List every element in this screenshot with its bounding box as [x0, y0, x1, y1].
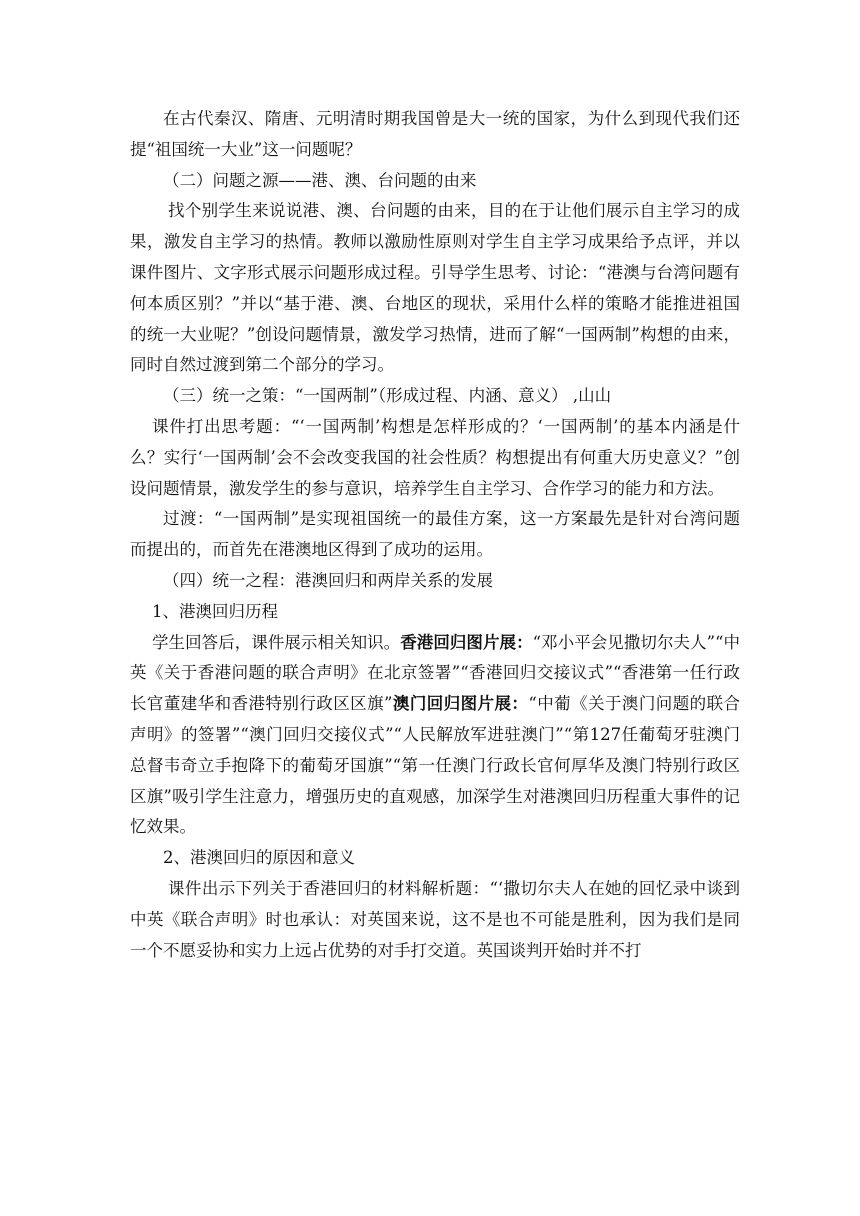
hongkong-gallery-label: 香港回归图片展：	[400, 632, 533, 652]
gallery-text-1: 学生回答后，课件展示相关知识。	[152, 632, 401, 652]
subheading-2: 2、港澳回归的原因和意义	[163, 848, 355, 868]
gallery-text-3: “中葡《关于澳门问题的联合声明》的签署”“澳门回归交接仪式”“人民解放军进驻澳门”“第127任葡萄牙驻澳门总督韦奇立手抱降下的葡萄牙国旗”“第一任澳门行政长官何厚华及澳门特别行政区区旗”吸引学生注意力，增强历史的直观感，加深学生对港澳回归历程重大事件的记忆效果。	[130, 694, 741, 837]
section-heading-2: （二）问题之源——港、澳、台问题的由来	[163, 170, 477, 190]
paragraph-transition: 过渡：“一国两制”是实现祖国统一的最佳方案，这一方案最先是针对台湾问题而提出的，而首先在港澳地区得到了成功的运用。	[130, 509, 740, 560]
paragraph-origin: 找个别学生来说说港、澳、台问题的由来，目的在于让他们展示自主学习的成果，激发自主学习的热情。教师以激励性原则对学生自主学习成果给予点评，并以课件图片、文字形式展示问题形成过程。引导学生思考、讨论：“港澳与台湾问题有何本质区别？”并以“基于港、澳、台地区的现状，采用什么样的策略才能推进祖国的统一大业呢？”创设问题情景，激发学习热情，进而了解“一国两制”构想的由来，同时自然过渡到第二个部分的学习。	[130, 201, 740, 375]
document-body	[130, 104, 740, 966]
gallery-text-2: “邓小平会见撒切尔夫人”“中英《关于香港问题的联合声明》在北京签署”“香港回归交接议式”“香港第一任行政长官董建华和香港特别行政区区旗”	[130, 632, 741, 714]
paragraph-intro-question: 在古代秦汉、隋唐、元明清时期我国曾是大一统的国家，为什么到现代我们还提“祖国统一大业”这一问题呢？	[130, 109, 740, 159]
paragraph-courseware-questions: 课件打出思考题：“‘一国两制’构想是怎样形成的？‘一国两制’的基本内涵是什么？实行‘一国两制’会不会改变我国的社会性质？构想提出有何重大历史意义？”创设问题情景，激发学生的参与意识，培养学生自主学习、合作学习的能力和方法。	[130, 416, 740, 498]
section-heading-4: （四）统一之程：港澳回归和两岸关系的发展	[163, 570, 493, 590]
macau-gallery-label: 澳门回归图片展：	[392, 694, 529, 714]
paragraph-material-analysis: 课件出示下列关于香港回归的材料解析题：“‘撒切尔夫人在她的回忆录中谈到中英《联合声明》时也承认：对英国来说，这不是也不可能是胜利，因为我们是同一个不愿妥协和实力上远占优势的对手打交道。英国谈判开始时并不打	[130, 878, 740, 960]
paragraph-gallery	[130, 628, 740, 844]
section-heading-3: （三）统一之策：“一国两制”（形成过程、内涵、意义） ,山山	[163, 386, 612, 406]
subheading-1: 1、港澳回归历程	[152, 601, 278, 621]
